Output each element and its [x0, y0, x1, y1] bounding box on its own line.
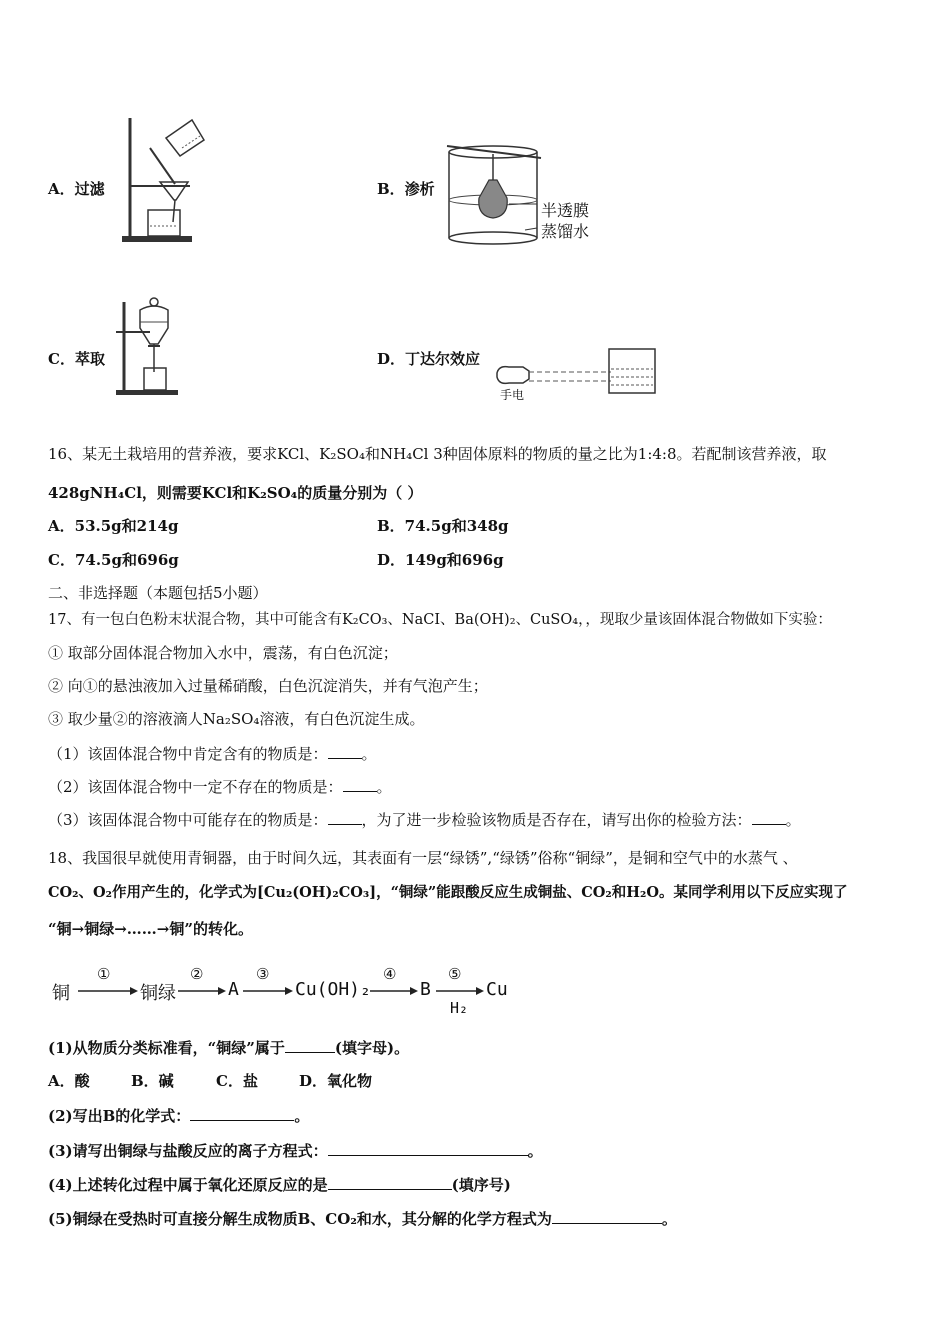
scheme-arrow-5: [436, 987, 484, 997]
extraction-apparatus-figure: [110, 292, 190, 402]
scheme-step-5: ⑤: [448, 965, 462, 983]
q17-step-2: ② 向①的悬浊液加入过量稀硝酸，白色沉淀消失，并有气泡产生；: [48, 677, 488, 695]
scheme-species-copper: 铜: [52, 983, 70, 1004]
q18-p1-option-d: D．氧化物: [299, 1072, 373, 1090]
q17-sub1-text: （1）该固体混合物中肯定含有的物质是：: [48, 745, 328, 763]
figure-c-label: C．萃取: [48, 350, 105, 368]
q17-sub2-end: 。: [376, 778, 392, 796]
q17-sub3-text: （3）该固体混合物中可能存在的物质是：: [48, 811, 328, 829]
q16-option-a: A．53.5g和214g: [48, 517, 179, 535]
q17-sub3-middle: ，为了进一步检验该物质是否存在，请写出你的检验方法：: [361, 811, 752, 829]
q17-sub1-blank[interactable]: [328, 744, 362, 759]
q18-stem-line-1: 18、我国很早就使用青铜器，由于时间久远，其表面有一层“绿锈”,“绿锈”俗称“铜绿”，是铜和空气中的水蒸气 、: [48, 849, 798, 867]
q18-p5-blank[interactable]: [552, 1209, 662, 1224]
q18-p2-text: (2)写出B的化学式：: [48, 1107, 191, 1125]
figure-b-label: B．渗析: [377, 180, 435, 198]
figure-d-label: D．丁达尔效应: [377, 350, 481, 368]
q16-option-b: B．74.5g和348g: [377, 517, 509, 535]
q18-part-5: [48, 1209, 677, 1229]
q17-sub2-text: （2）该固体混合物中一定不存在的物质是：: [48, 778, 343, 796]
q18-p4-blank[interactable]: [328, 1175, 452, 1190]
reaction-scheme: [50, 965, 570, 1025]
q18-p5-end: 。: [661, 1210, 677, 1228]
membrane-annotation: 半透膜: [541, 201, 590, 220]
section-2-title: 二、非选择题（本题包括5小题）: [48, 584, 268, 602]
q17-stem: 17、有一包白色粉末状混合物，其中可能含有K₂CO₃、NaCI、Ba(OH)₂、CuSO₄，，现取少量该固体混合物做如下实验：: [48, 612, 832, 628]
q18-part-1: [48, 1038, 409, 1058]
scheme-step-4: ④: [383, 965, 397, 983]
flashlight-annotation: 手电: [500, 388, 525, 402]
scheme-species-cu-oh-2: Cu(OH)₂: [295, 979, 371, 1000]
q17-sub3-blank-2[interactable]: [752, 810, 786, 825]
q16-stem-line-2: 428gNH₄Cl，则需要KCl和K₂SO₄的质量分别为（ ）: [48, 484, 423, 502]
figure-a-label: A．过滤: [48, 180, 105, 198]
scheme-species-a: A: [228, 979, 239, 1000]
scheme-step-1: ①: [97, 965, 111, 983]
q17-subquestion-3: [48, 810, 801, 830]
q18-stem-line-2: CO₂、O₂作用产生的，化学式为[Cu₂(OH)₂CO₃]，“铜绿”能跟酸反应生成铜盐、CO₂和H₂O。某同学利用以下反应实现了: [48, 884, 848, 901]
q18-stem-line-3: “铜→铜绿→……→铜”的转化。: [48, 920, 253, 938]
q18-p5-text: (5)铜绿在受热时可直接分解生成物质B、CO₂和水，其分解的化学方程式为: [48, 1210, 552, 1228]
filtration-apparatus-figure: [118, 110, 228, 250]
q17-sub1-end: 。: [361, 745, 377, 763]
scheme-species-verdigris: 铜绿: [140, 983, 176, 1004]
q17-sub2-blank[interactable]: [343, 777, 377, 792]
q18-p2-blank[interactable]: [190, 1106, 294, 1121]
scheme-step-2: ②: [190, 965, 204, 983]
scheme-species-b: B: [420, 979, 431, 1000]
scheme-arrow-4: [370, 987, 418, 997]
q17-sub3-blank-1[interactable]: [328, 810, 362, 825]
q16-option-d: D．149g和696g: [377, 551, 504, 569]
q18-p1-end: (填字母)。: [334, 1039, 410, 1057]
scheme-arrow-2: [178, 987, 226, 997]
q18-part-3: [48, 1141, 543, 1161]
q18-p1-blank[interactable]: [285, 1038, 335, 1053]
scheme-arrow-3: [243, 987, 293, 997]
q18-p3-text: (3)请写出铜绿与盐酸反应的离子方程式：: [48, 1142, 328, 1160]
q18-part-2: [48, 1106, 309, 1126]
scheme-reagent-h2: H₂: [450, 999, 469, 1017]
q18-part-4: [48, 1175, 511, 1195]
dialysis-apparatus-figure: [445, 140, 615, 250]
scheme-species-cu: Cu: [486, 979, 508, 1000]
q17-sub3-end: 。: [785, 811, 801, 829]
q18-p1-option-b: B．碱: [131, 1072, 174, 1090]
q18-p3-blank[interactable]: [328, 1141, 528, 1156]
q18-p1-option-a: A．酸: [48, 1072, 90, 1090]
q18-p1-text: (1)从物质分类标准看，“铜绿”属于: [48, 1039, 285, 1057]
q18-p2-end: 。: [294, 1107, 310, 1125]
q17-subquestion-1: [48, 744, 377, 764]
q17-step-3: ③ 取少量②的溶液滴人Na₂SO₄溶液，有白色沉淀生成。: [48, 710, 425, 728]
distilled-water-annotation: 蒸馏水: [541, 222, 590, 241]
q16-option-c: C．74.5g和696g: [48, 551, 179, 569]
q16-stem-line-1: 16、某无土栽培用的营养液，要求KCl、K₂SO₄和NH₄Cl 3种固体原料的物质的量之比为1:4:8。若配制该营养液，取: [48, 445, 827, 463]
q17-subquestion-2: [48, 777, 392, 797]
scheme-step-3: ③: [256, 965, 270, 983]
q18-p4-end: (填序号): [451, 1176, 511, 1194]
q17-step-1: ① 取部分固体混合物加入水中，震荡，有白色沉淀；: [48, 644, 398, 662]
q18-p1-option-c: C．盐: [216, 1072, 258, 1090]
q18-p4-text: (4)上述转化过程中属于氧化还原反应的是: [48, 1176, 328, 1194]
scheme-arrow-1: [78, 987, 138, 997]
q18-p3-end: 。: [527, 1142, 543, 1160]
